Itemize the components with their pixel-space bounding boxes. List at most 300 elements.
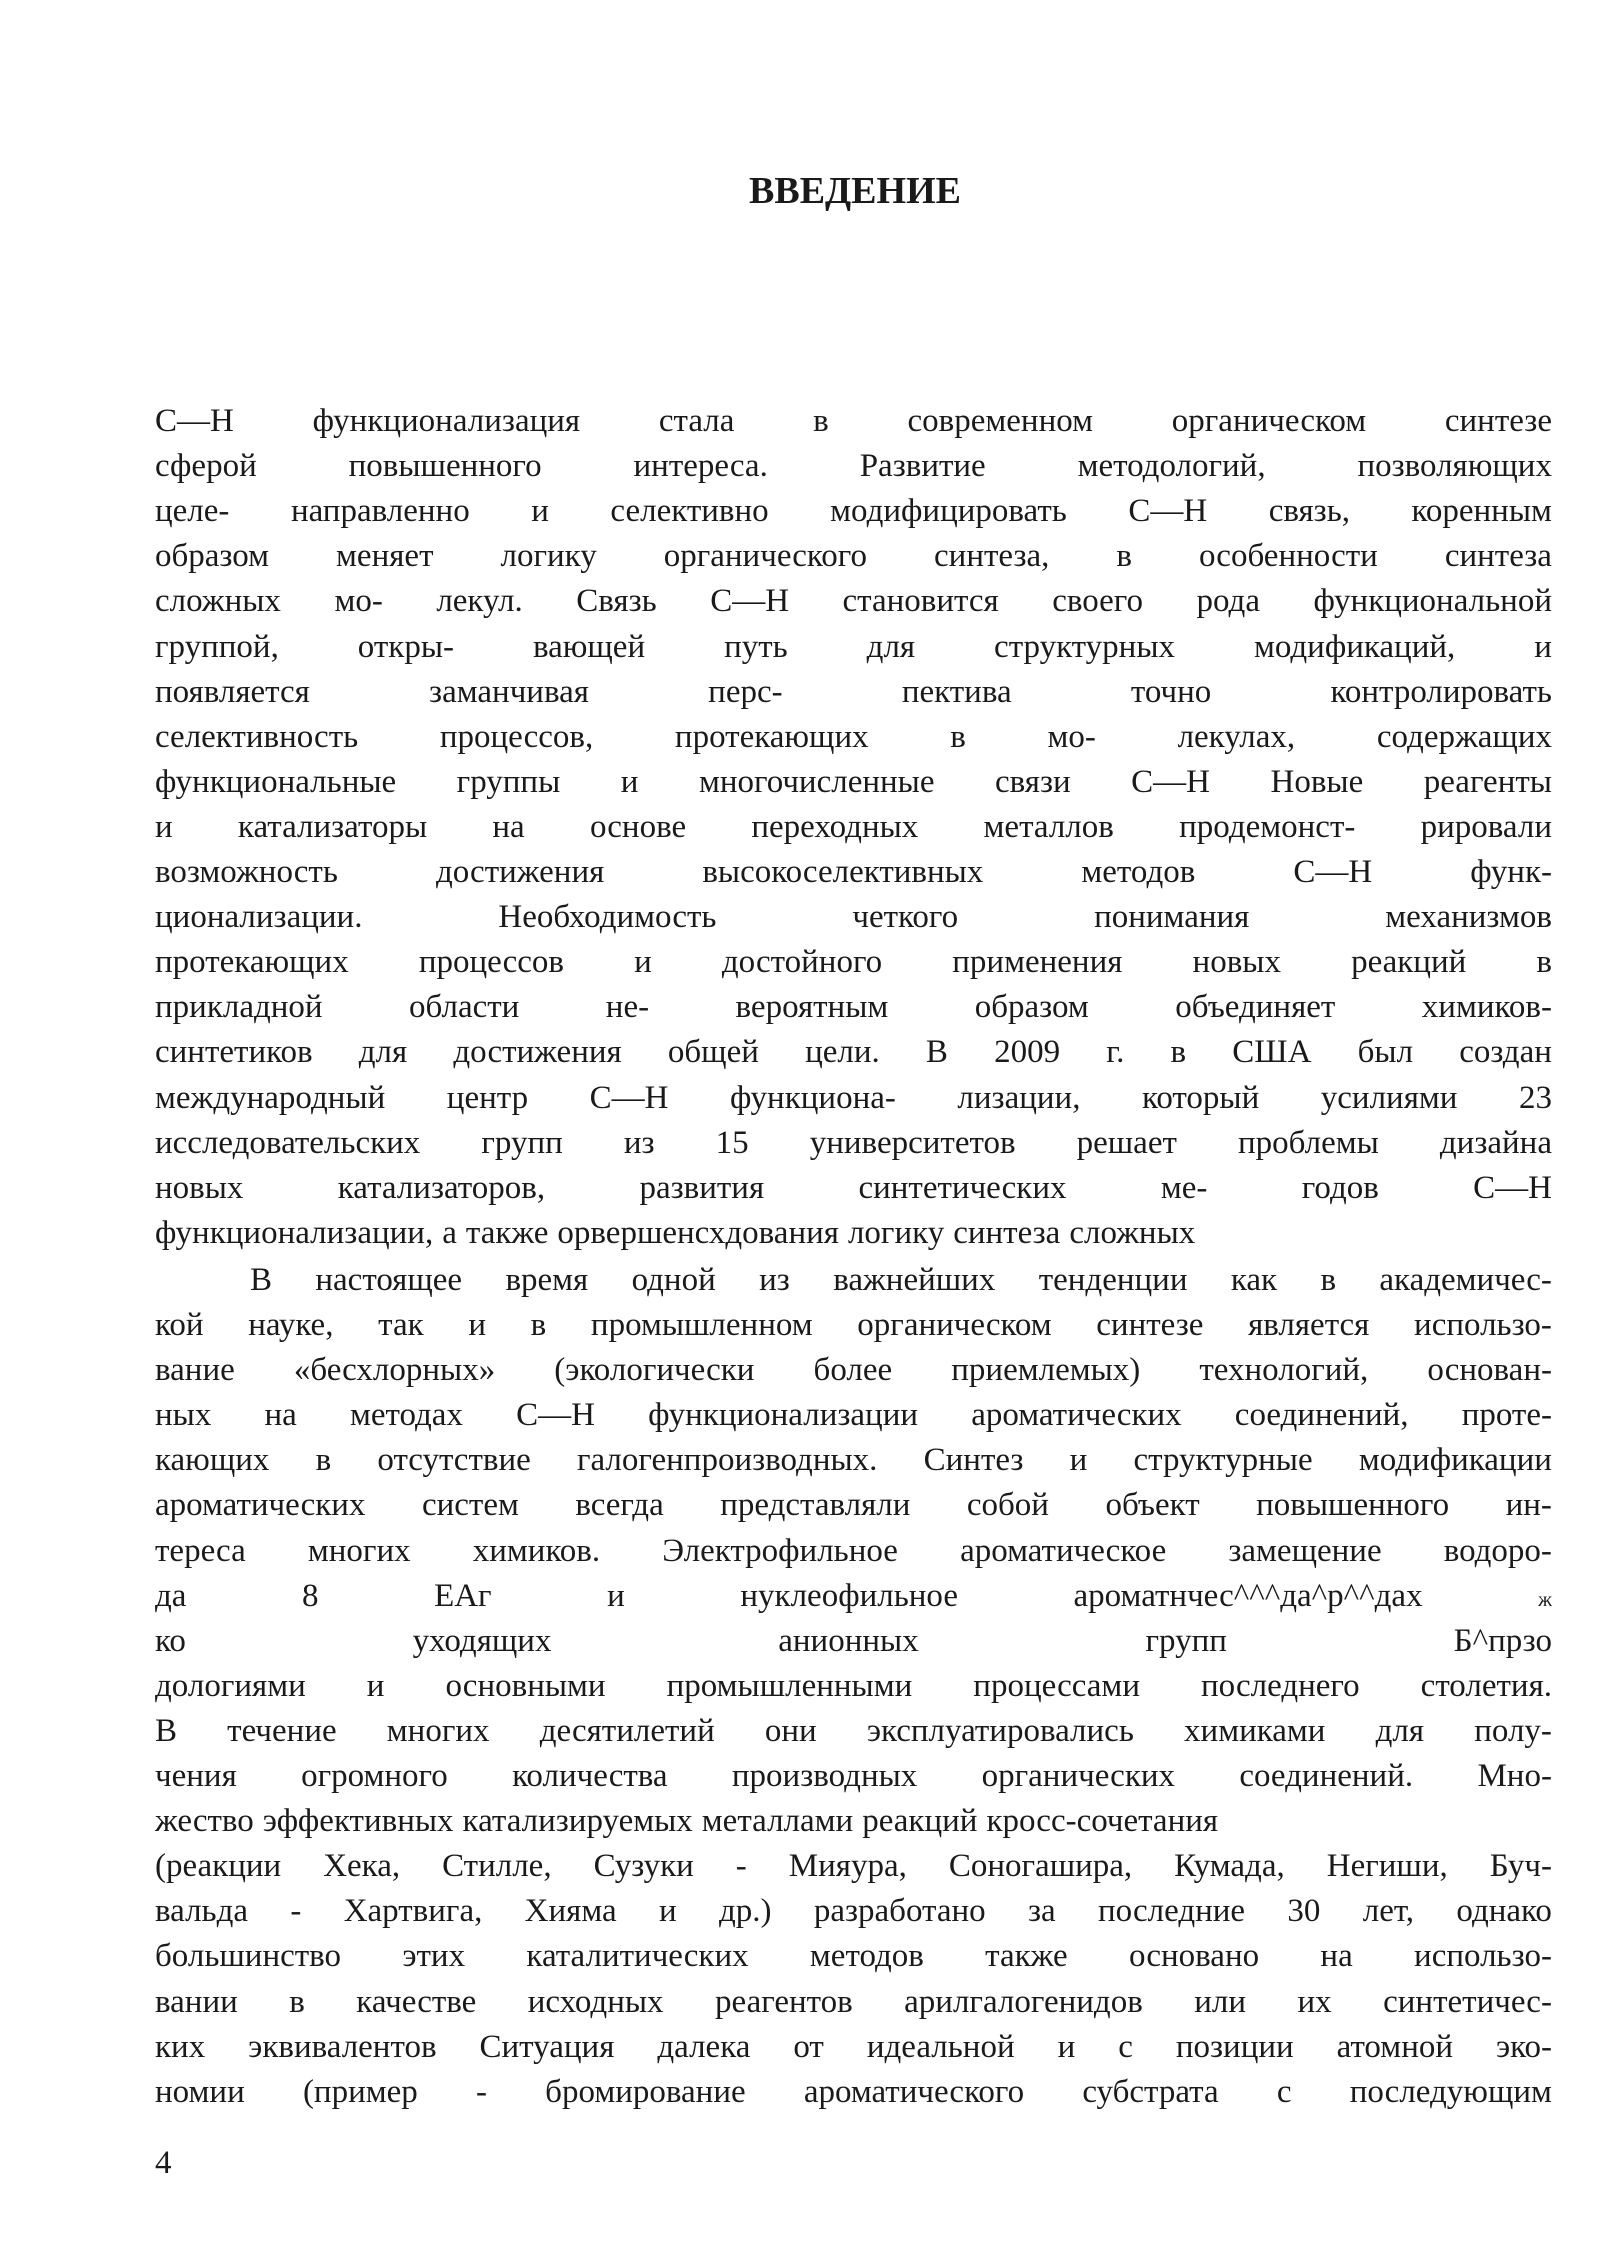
text-line	[155, 759, 1552, 805]
word: который	[1141, 1079, 1260, 1116]
word: течение	[227, 1712, 337, 1749]
word: функционализация	[312, 403, 581, 439]
word: многочисленные	[698, 763, 935, 800]
word: протекающих	[674, 718, 869, 755]
word: идеальной	[866, 2028, 1015, 2065]
word: ароматическое	[960, 1532, 1167, 1569]
word: -	[290, 1893, 302, 1930]
word: кросс-сочетания	[986, 1803, 1219, 1840]
word: они	[764, 1712, 817, 1749]
page-number: 4	[155, 2145, 172, 2181]
word: позволяющих	[1357, 448, 1552, 485]
word: Связь	[576, 583, 657, 620]
word: модифицировать	[830, 493, 1067, 530]
word: не-	[605, 989, 650, 1026]
word: орвершенсхдования	[557, 1214, 839, 1251]
word: ароматического	[803, 2073, 1025, 2110]
word: реакций	[1351, 944, 1467, 981]
word: ароматнчес^^^да^р^^дах	[1073, 1577, 1423, 1614]
word: промышленными	[666, 1667, 913, 1704]
word: (экологически	[554, 1352, 755, 1389]
word: синтеза	[1444, 538, 1552, 575]
word: синтеза	[953, 1214, 1061, 1251]
word: 30	[1287, 1893, 1321, 1930]
text-line	[155, 804, 1552, 850]
word: В	[155, 1712, 178, 1749]
word: и	[468, 1307, 486, 1343]
text-line	[155, 1888, 1552, 1934]
word: рировали	[1420, 808, 1552, 845]
word: этих	[402, 1938, 466, 1975]
word: и	[620, 763, 639, 800]
word: Негиши,	[1326, 1848, 1448, 1885]
word: и	[1069, 1442, 1088, 1479]
word: С—Н	[589, 1079, 669, 1116]
word: однако	[1456, 1893, 1552, 1930]
word: в	[950, 718, 966, 755]
word: процессов,	[439, 718, 594, 755]
word: «бесхлорных»	[293, 1352, 496, 1389]
text-line	[155, 578, 1552, 624]
word: ционализации.	[155, 899, 363, 936]
text-line	[155, 1663, 1552, 1709]
word: соединений,	[1234, 1397, 1409, 1434]
word: настоящее	[315, 1261, 463, 1298]
text-line	[155, 1437, 1552, 1483]
word: химиков-	[1421, 989, 1552, 1026]
word: ме-	[1160, 1169, 1208, 1206]
text-line	[155, 1210, 1552, 1256]
word: чения	[155, 1758, 237, 1794]
word: методов	[1081, 854, 1196, 890]
word: контролировать	[1330, 673, 1552, 710]
word: основан-	[1427, 1352, 1552, 1389]
word: Соногашира,	[948, 1848, 1133, 1885]
word: Сузуки	[593, 1848, 694, 1885]
word: из	[623, 1124, 655, 1161]
word: функционализации,	[155, 1214, 434, 1251]
word: новых	[155, 1169, 244, 1206]
word: галогенпроизводных.	[576, 1442, 878, 1479]
word: Кумада,	[1174, 1848, 1285, 1885]
word: исходных	[527, 1983, 664, 2020]
text-line	[155, 2024, 1552, 2070]
word: и	[155, 808, 173, 845]
word: усилиями	[1320, 1079, 1458, 1116]
word: органического	[663, 538, 868, 575]
word: современном	[907, 403, 1093, 439]
word: полу-	[1474, 1712, 1552, 1749]
word: систем	[421, 1487, 519, 1524]
word: становится	[842, 583, 999, 620]
word: В	[925, 1034, 948, 1071]
word: использо-	[1414, 1307, 1552, 1343]
word: 15	[715, 1124, 749, 1161]
word: субстрата	[1082, 2073, 1219, 2110]
word: Хека,	[323, 1848, 401, 1885]
word: 23	[1518, 1079, 1552, 1116]
word: лекул.	[436, 583, 523, 620]
word: многих	[386, 1712, 490, 1749]
word: важнейших	[833, 1261, 996, 1298]
word: логику	[847, 1214, 945, 1251]
word: Стилле,	[442, 1848, 552, 1885]
text-line	[155, 1347, 1552, 1393]
word: коренным	[1411, 493, 1552, 530]
text-line	[155, 849, 1552, 895]
word: или	[1194, 1983, 1247, 2020]
text-line	[155, 1528, 1552, 1574]
word: пектива	[901, 673, 1012, 710]
word: путь	[724, 628, 788, 665]
word: 8	[302, 1577, 319, 1614]
word: лет,	[1362, 1893, 1415, 1930]
text-line	[155, 1708, 1552, 1754]
word: ЕАг	[434, 1577, 492, 1614]
word: основе	[589, 808, 687, 845]
text-line	[155, 1075, 1552, 1121]
word: связи	[995, 763, 1071, 800]
word: повышенного	[1256, 1487, 1450, 1524]
word: др.)	[718, 1893, 772, 1930]
word: собой	[966, 1487, 1049, 1524]
word: четкого	[852, 899, 959, 936]
word: модификаций,	[1253, 628, 1456, 665]
word: связь,	[1268, 493, 1350, 530]
word: (реакции	[155, 1848, 282, 1885]
word: в	[1116, 538, 1132, 575]
word: групп	[481, 1124, 563, 1161]
word: реагентов	[715, 1983, 853, 2020]
text-line	[155, 894, 1552, 940]
word: приемлемых)	[951, 1352, 1141, 1389]
word: последнего	[1201, 1667, 1360, 1704]
word: протекающих	[155, 944, 349, 981]
word: использо-	[1414, 1938, 1552, 1975]
word: основными	[445, 1667, 606, 1704]
word: достижения	[435, 854, 605, 890]
word: время	[505, 1261, 589, 1298]
word: центр	[446, 1079, 529, 1116]
word: отсутствие	[377, 1442, 531, 1479]
word: замещение	[1228, 1532, 1382, 1569]
word: стала	[658, 403, 735, 439]
word: да	[155, 1577, 187, 1614]
word: металлов	[983, 808, 1114, 845]
word: и	[607, 1577, 625, 1614]
word: так	[378, 1307, 424, 1343]
word: номии	[155, 2073, 245, 2110]
word: нуклеофильное	[740, 1577, 958, 1614]
word: атомной	[1336, 2028, 1454, 2065]
word: интереса.	[633, 448, 768, 485]
word: эксплуатировались	[866, 1712, 1134, 1749]
word: дизайна	[1439, 1124, 1552, 1161]
word: вающей	[532, 628, 646, 665]
word: вание	[155, 1352, 235, 1389]
text-line	[155, 624, 1552, 670]
word: -	[475, 2073, 487, 2110]
word: тенденции	[1038, 1261, 1188, 1298]
word: объединяет	[1175, 989, 1336, 1026]
word: синтетичес-	[1383, 1983, 1552, 2020]
word: функциона-	[730, 1079, 896, 1116]
word: в	[315, 1442, 332, 1479]
word: США	[1232, 1034, 1312, 1071]
word: реакций	[862, 1803, 978, 1840]
word: эко-	[1495, 2028, 1552, 2065]
word: Ситуация	[479, 2028, 615, 2065]
word: С—Н	[710, 583, 790, 620]
word: в	[813, 403, 829, 439]
word: уходящих	[412, 1622, 552, 1659]
text-line	[155, 1798, 1552, 1844]
word: ин-	[1505, 1487, 1552, 1524]
word: химиков.	[472, 1532, 601, 1569]
word: для	[358, 1034, 408, 1071]
word: цели.	[805, 1034, 880, 1071]
word: университетов	[809, 1124, 1016, 1161]
word: в	[1170, 1034, 1187, 1071]
word: функциональные	[155, 763, 397, 800]
word: селективность	[155, 718, 359, 755]
word: дологиями	[155, 1667, 306, 1704]
word: международный	[155, 1079, 386, 1116]
word: и	[531, 493, 549, 530]
word: сферой	[155, 448, 257, 485]
word: направленно	[290, 493, 470, 530]
word: г.	[1106, 1034, 1125, 1071]
word: проте-	[1461, 1397, 1552, 1434]
word: а	[442, 1214, 457, 1251]
word: С—Н	[516, 1397, 595, 1434]
word: синтезе	[1444, 403, 1552, 439]
word: методологий,	[1077, 448, 1266, 485]
word: катализируемых	[462, 1803, 693, 1840]
word: десятилетий	[539, 1712, 715, 1749]
word: группой,	[155, 628, 279, 665]
word: своего	[1052, 583, 1143, 620]
word: вероятным	[735, 989, 889, 1026]
word: образом	[155, 538, 270, 575]
word: -	[735, 1848, 747, 1885]
text-line	[155, 669, 1552, 715]
text-line	[155, 714, 1552, 760]
word: огромного	[301, 1758, 448, 1794]
word: откры-	[357, 628, 454, 665]
text-line	[155, 984, 1552, 1030]
word: анионных	[778, 1622, 919, 1659]
word: большинство	[155, 1938, 342, 1975]
text-line	[155, 488, 1552, 534]
word: жество	[155, 1803, 254, 1840]
word: точно	[1130, 673, 1212, 710]
word: соединений.	[1239, 1758, 1414, 1794]
word: 2009	[994, 1034, 1061, 1071]
word: эквивалентов	[248, 2028, 437, 2065]
word: В	[250, 1261, 273, 1298]
word: заманчивая	[429, 673, 589, 710]
word: промышленном	[590, 1307, 813, 1343]
word: и	[366, 1667, 385, 1704]
word: перс-	[708, 673, 783, 710]
word: с	[1118, 2028, 1133, 2065]
word: общей	[667, 1034, 759, 1071]
word: меняет	[336, 538, 434, 575]
word: высокоселективных	[702, 854, 984, 890]
word: химиками	[1184, 1712, 1326, 1749]
word: и	[1057, 2028, 1076, 2065]
word: ароматических	[971, 1397, 1182, 1434]
word: решает	[1076, 1124, 1177, 1161]
word: всегда	[575, 1487, 664, 1524]
word: применения	[952, 944, 1123, 981]
text-line	[155, 1933, 1552, 1979]
word: от	[793, 2028, 824, 2065]
word: тереса	[155, 1532, 246, 1569]
text-line	[155, 1120, 1552, 1166]
word: на	[264, 1397, 297, 1434]
word: функциональной	[1313, 583, 1552, 620]
word: производных	[731, 1758, 918, 1794]
page-title: ВВЕДЕНИЕ	[749, 170, 961, 212]
word: Мно-	[1477, 1758, 1552, 1794]
word: С—Н	[155, 403, 234, 439]
word: синтетиков	[155, 1034, 313, 1071]
word: группы	[456, 763, 561, 800]
word: сложных	[1069, 1214, 1196, 1251]
word: также	[465, 1214, 549, 1251]
text-line	[155, 533, 1552, 579]
word: С—Н	[1473, 1169, 1552, 1206]
word: Необходимость	[498, 899, 717, 936]
word: повышенного	[348, 448, 542, 485]
word: Новые	[1270, 763, 1364, 800]
word: эффективных	[262, 1803, 454, 1840]
word: Синтез	[923, 1442, 1024, 1479]
word: методов	[809, 1938, 924, 1975]
word: механизмов	[1385, 899, 1552, 936]
word: с	[1276, 2073, 1292, 2110]
word: бромирование	[545, 2073, 746, 2110]
word: Хияма	[524, 1893, 617, 1930]
word: целе-	[155, 493, 230, 530]
word: для	[1375, 1712, 1425, 1749]
word: Хартвига,	[343, 1893, 483, 1930]
text-line	[155, 443, 1552, 489]
word: групп	[1145, 1622, 1227, 1659]
word: на	[492, 808, 525, 845]
word: структурных	[994, 628, 1175, 665]
word: модификации	[1358, 1442, 1552, 1479]
word: арилгалогенидов	[904, 1983, 1143, 2020]
word: реагенты	[1423, 763, 1552, 800]
word: понимания	[1094, 899, 1250, 936]
word: является	[1248, 1307, 1370, 1343]
word: селективно	[610, 493, 769, 530]
text-line	[155, 1979, 1552, 2025]
word: в	[289, 1983, 305, 2020]
text-line	[155, 939, 1552, 985]
word: прикладной	[155, 989, 323, 1026]
word: водоро-	[1443, 1532, 1552, 1569]
word: С—Н	[1128, 493, 1208, 530]
word: С—Н	[1293, 854, 1373, 890]
word: содержащих	[1376, 718, 1552, 755]
word: для	[866, 628, 916, 665]
word: последние	[1098, 1893, 1246, 1930]
text-line	[155, 2069, 1552, 2115]
word: лекулах,	[1177, 718, 1296, 755]
word: рода	[1196, 583, 1260, 620]
word: представляли	[720, 1487, 911, 1524]
word: кой	[155, 1307, 204, 1343]
word: органическом	[857, 1307, 1052, 1343]
word: ароматических	[155, 1487, 366, 1524]
word: годов	[1301, 1169, 1379, 1206]
word: в	[1536, 944, 1552, 981]
word: качестве	[356, 1983, 477, 2020]
word: и	[1534, 628, 1552, 665]
word: особенности	[1198, 538, 1378, 575]
word: более	[813, 1352, 893, 1389]
text-line	[155, 1843, 1552, 1889]
word: синтетических	[858, 1169, 1067, 1206]
word: ных	[155, 1397, 212, 1434]
word: вальда	[155, 1893, 249, 1930]
text-line	[155, 1302, 1552, 1348]
word: и	[634, 944, 652, 981]
text-line	[155, 1482, 1552, 1528]
word: развития	[639, 1169, 765, 1206]
word: на	[1320, 1938, 1353, 1975]
word: мо-	[334, 583, 383, 620]
word: Развитие	[859, 448, 986, 485]
word: количества	[512, 1758, 668, 1794]
word: органических	[981, 1758, 1176, 1794]
word: Электрофильное	[662, 1532, 898, 1569]
word: и	[658, 1893, 677, 1930]
word: области	[409, 989, 520, 1026]
word: многих	[307, 1532, 411, 1569]
word: науке,	[248, 1307, 334, 1343]
word: органическом	[1171, 403, 1367, 439]
text-line	[155, 1029, 1552, 1075]
word: основано	[1129, 1938, 1260, 1975]
word: столетия.	[1420, 1667, 1552, 1704]
text-line	[155, 1392, 1552, 1438]
word: (пример	[302, 2073, 418, 2110]
word: одной	[631, 1261, 716, 1298]
word: сложных	[155, 583, 281, 620]
word: катализаторов,	[337, 1169, 546, 1206]
word: функционализации	[648, 1397, 919, 1434]
text-line	[155, 1753, 1552, 1799]
text-line	[155, 1618, 1552, 1664]
word: появляется	[155, 673, 310, 710]
word: лизации,	[957, 1079, 1081, 1116]
word: разработано	[813, 1893, 986, 1930]
word: продемонст-	[1179, 808, 1356, 845]
word: за	[1028, 1893, 1056, 1930]
word: Буч-	[1489, 1848, 1552, 1885]
word: как	[1230, 1261, 1278, 1298]
word: синтезе	[1096, 1307, 1204, 1343]
word: проблемы	[1237, 1124, 1379, 1161]
word: достойного	[721, 944, 883, 981]
word: мо-	[1047, 718, 1096, 755]
word: их	[1297, 1983, 1332, 2020]
